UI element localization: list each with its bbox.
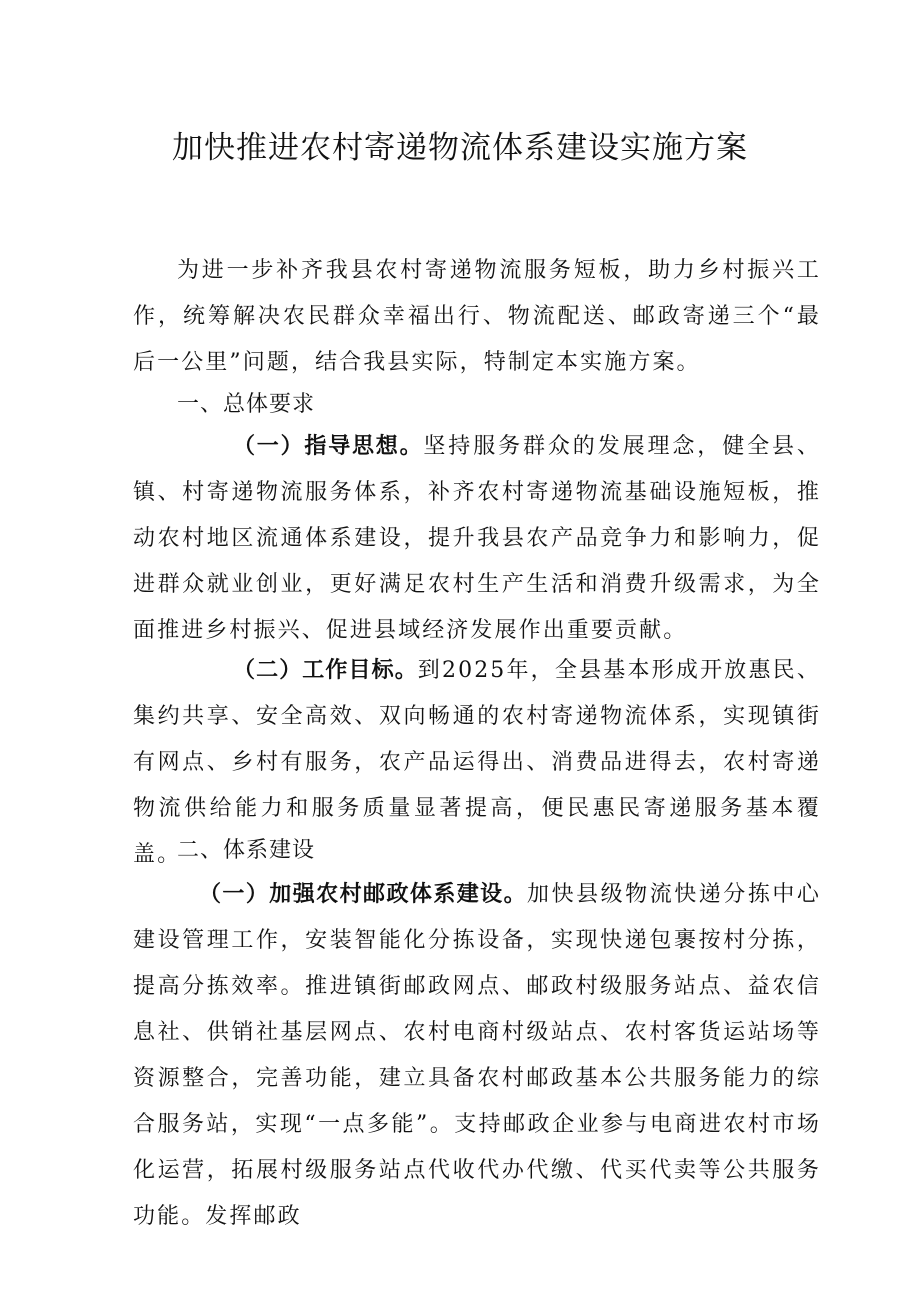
intro-paragraph: 为进一步补齐我县农村寄递物流服务短板，助力乡村振兴工作，统筹解决农民群众幸福出行、物流配送、邮政寄递三个“最后一公里”问题，结合我县实际，特制定本实施方案。 [133,258,821,375]
work-goal-lead: （二）工作目标。 [233,658,418,683]
work-goal-text: 到2025年，全县基本形成开放惠民、集约共享、安全高效、双向畅通的农村寄递物流体系，实现镇街有网点、乡村有服务，农产品运得出、消费品进得去，农村寄递物流供给能力和服务质量显著提高，便民惠民寄递服务基本覆盖。 [133,658,821,867]
guiding-ideology-paragraph [133,424,821,654]
document-title: 加快推进农村寄递物流体系建设实施方案 [172,130,748,166]
postal-system-text: 加快县级物流快递分拣中心建设管理工作，安装智能化分拣设备，实现快递包裹按村分拣，提高分拣效率。推进镇街邮政网点、邮政村级服务站点、益农信息社、供销社基层网点、农村电商村级站点、农村客货运站场等资源整合，完善功能，建立具备农村邮政基本公共服务能力的综合服务站，实现“一点多能”。支持邮政企业参与电商进农村市场化运营，拓展村级服务站点代收代办代缴、代买代卖等公共服务功能。发挥邮政 [133,882,821,1229]
section-heading-system-building: 二、体系建设 [177,838,316,863]
postal-system-lead: （一）加强农村邮政体系建设。 [199,882,528,907]
guiding-ideology-lead: （一）指导思想。 [233,434,424,459]
guiding-ideology-text: 坚持服务群众的发展理念，健全县、镇、村寄递物流服务体系，补齐农村寄递物流基础设施短板，推动农村地区流通体系建设，提升我县农产品竞争力和影响力，促进群众就业创业，更好满足农村生产生活和消费升级需求，为全面推进乡村振兴、促进县域经济发展作出重要贡献。 [133,434,821,643]
postal-system-paragraph [133,872,821,1240]
section-heading-general-requirements: 一、总体要求 [177,392,316,417]
